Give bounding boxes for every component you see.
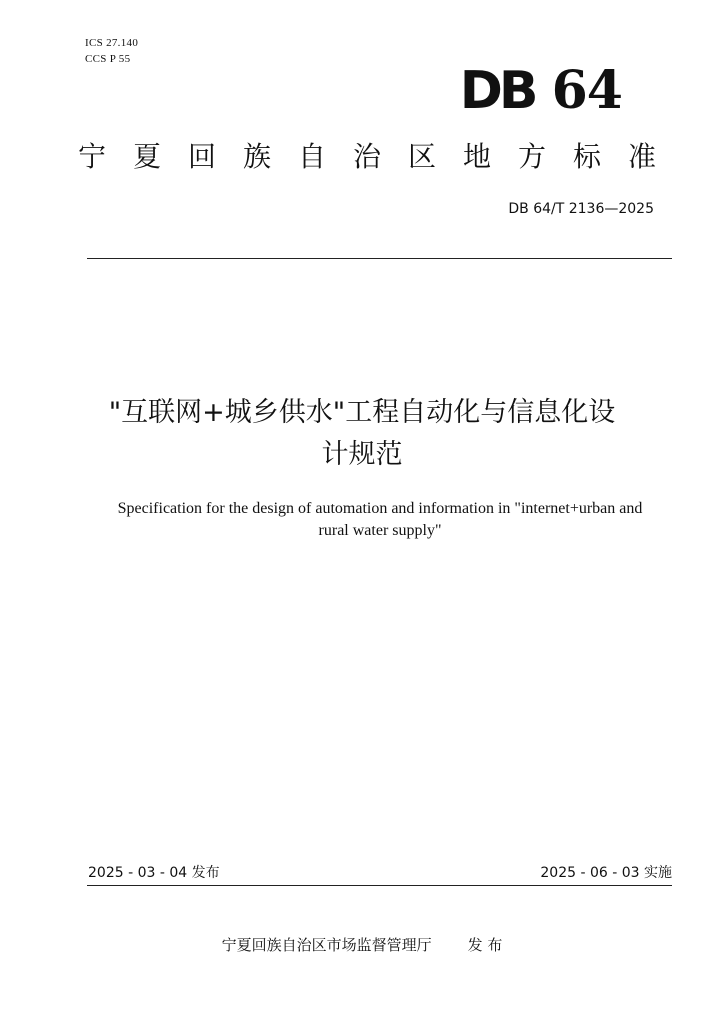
chinese-title-line-2: 计规范 — [321, 439, 403, 470]
top-divider — [87, 258, 672, 259]
issue-date: 2025 - 03 - 04 发布 — [88, 865, 220, 881]
publisher-name: 宁夏回族自治区市场监督管理厅 — [221, 936, 432, 954]
publisher-line — [0, 934, 724, 956]
publish-label: 发 布 — [467, 936, 503, 954]
ics-code: ICS 27.140 — [85, 37, 139, 49]
db-logo-number: 64 — [551, 60, 622, 121]
db-logo — [460, 62, 622, 120]
standard-number: DB 64/T 2136—2025 — [508, 201, 654, 217]
implementation-date: 2025 - 06 - 03 实施 — [540, 865, 672, 881]
english-title — [80, 498, 680, 542]
bottom-divider — [87, 885, 672, 886]
chinese-title — [62, 392, 662, 476]
ccs-code: CCS P 55 — [85, 53, 131, 65]
english-title-line-2: rural water supply" — [318, 522, 442, 539]
english-title-line-1: Specification for the design of automation and information in "internet+urban and — [117, 500, 643, 517]
standard-type-heading: 宁夏回族自治区地方标准 — [78, 140, 684, 173]
classification-codes — [85, 35, 138, 67]
db-logo-letters: DB — [459, 61, 535, 121]
chinese-title-line-1: "互联网+城乡供水"工程自动化与信息化设 — [108, 397, 616, 428]
